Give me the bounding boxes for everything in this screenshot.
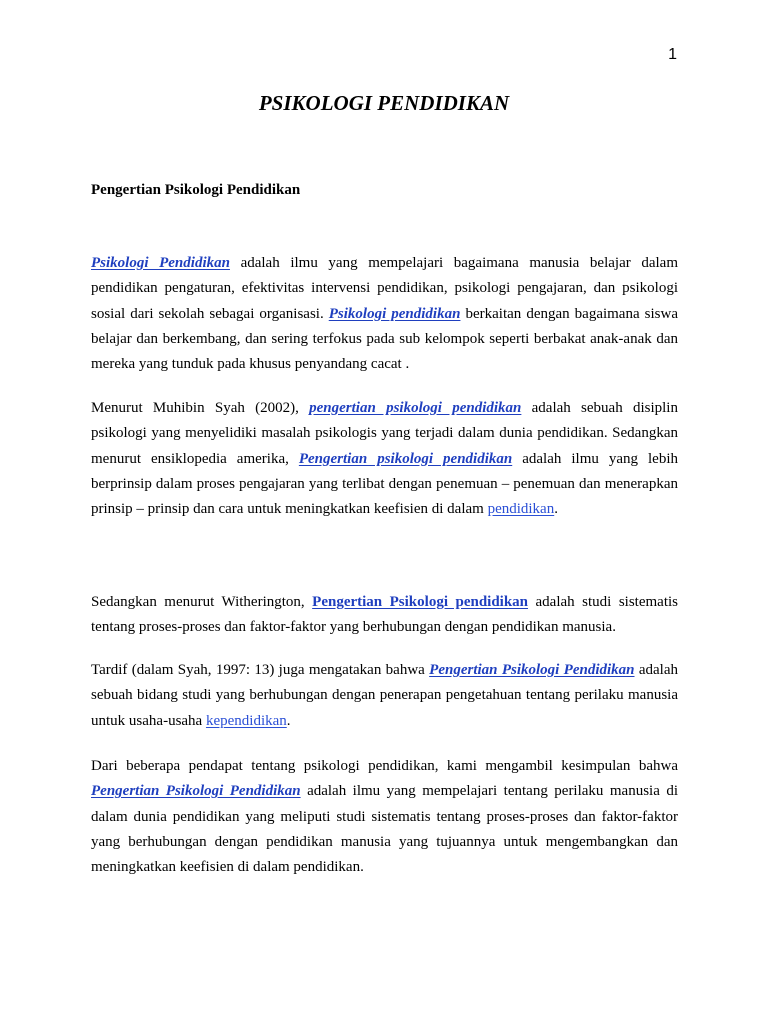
paragraph-witherington <box>91 590 678 641</box>
paragraph-text: adalah studi sistematis tentang proses-proses dan faktor-faktor yang berhubungan dengan pendidikan manusia. <box>91 594 678 636</box>
page-number: 1 <box>668 46 677 63</box>
link-pendidikan[interactable]: pendidikan <box>487 501 555 518</box>
document-title: PSIKOLOGI PENDIDIKAN <box>258 91 510 115</box>
paragraph-text: berkaitan dengan bagaimana siswa belajar dan berkembang, dan sering terfokus pada sub kelompok seperti berbakat anak-anak dan mereka yang tunduk pada khusus penyandang cacat . <box>91 305 678 373</box>
paragraph-text: Tardif (dalam Syah, 1997: 13) juga mengatakan bahwa <box>91 662 430 678</box>
paragraph-text: Dari beberapa pendapat tentang psikologi pendidikan, kami mengambil kesimpulan bahwa <box>91 758 678 774</box>
link-pengertian-psikologi-pendidikan-3[interactable]: Pengertian Psikologi pendidikan <box>312 594 529 610</box>
link-pengertian-psikologi-pendidikan-4[interactable]: Pengertian Psikologi Pendidikan <box>429 662 635 678</box>
paragraph-text: adalah ilmu yang mempelajari bagaimana manusia belajar dalam pendidikan pengaturan, efektivitas intervensi pendidikan, psikologi pengajaran, dan psikologi sosial dari sekolah sebagai organisasi. <box>91 255 678 322</box>
paragraph-text: adalah ilmu yang mempelajari tentang perilaku manusia di dalam dunia pendidikan yang meliputi studi sistematis tentang proses-proses dan faktor-faktor yang berhubungan dengan pendidikan manusia yang tujuannya untuk mengembangkan dan meningkatkan keefisien di dalam pendidikan. <box>91 783 678 876</box>
paragraph-text: . <box>554 501 558 518</box>
link-kependidikan[interactable]: kependidikan <box>205 712 287 729</box>
paragraph-text: . <box>286 712 291 729</box>
paragraph-text: Sedangkan menurut Witherington, <box>91 594 313 610</box>
paragraph-text: adalah ilmu yang lebih berprinsip dalam proses pengajaran yang terlibat dengan penemuan – penemuan dan menerapkan prinsip – prinsip dan cara untuk meningkatkan keefisien di dalam <box>91 450 679 518</box>
paragraph-kesimpulan <box>91 754 678 880</box>
paragraph-text: adalah sebuah disiplin psikologi yang menyelidiki masalah psikologis yang terjadi dalam dunia pendidikan. Sedangkan menurut ensiklopedia amerika, <box>91 400 678 467</box>
link-pengertian-psikologi-pendidikan[interactable]: pengertian psikologi pendidikan <box>309 400 522 416</box>
link-psikologi-pendidikan-2[interactable]: Psikologi pendidikan <box>328 305 461 322</box>
paragraph-definition <box>91 251 678 377</box>
section-heading: Pengertian Psikologi Pendidikan <box>91 182 301 198</box>
paragraph-muhibin-syah <box>91 396 678 522</box>
paragraph-tardif <box>91 658 678 734</box>
link-pengertian-psikologi-pendidikan-2[interactable]: Pengertian psikologi pendidikan <box>298 450 513 467</box>
paragraph-text: Menurut Muhibin Syah (2002), <box>91 400 310 416</box>
paragraph-text: adalah sebuah bidang studi yang berhubungan dengan penerapan pengetahuan tentang perilaku manusia untuk usaha-usaha <box>91 662 678 729</box>
link-pengertian-psikologi-pendidikan-5[interactable]: Pengertian Psikologi Pendidikan <box>91 783 301 800</box>
link-psikologi-pendidikan[interactable]: Psikologi Pendidikan <box>91 255 230 271</box>
